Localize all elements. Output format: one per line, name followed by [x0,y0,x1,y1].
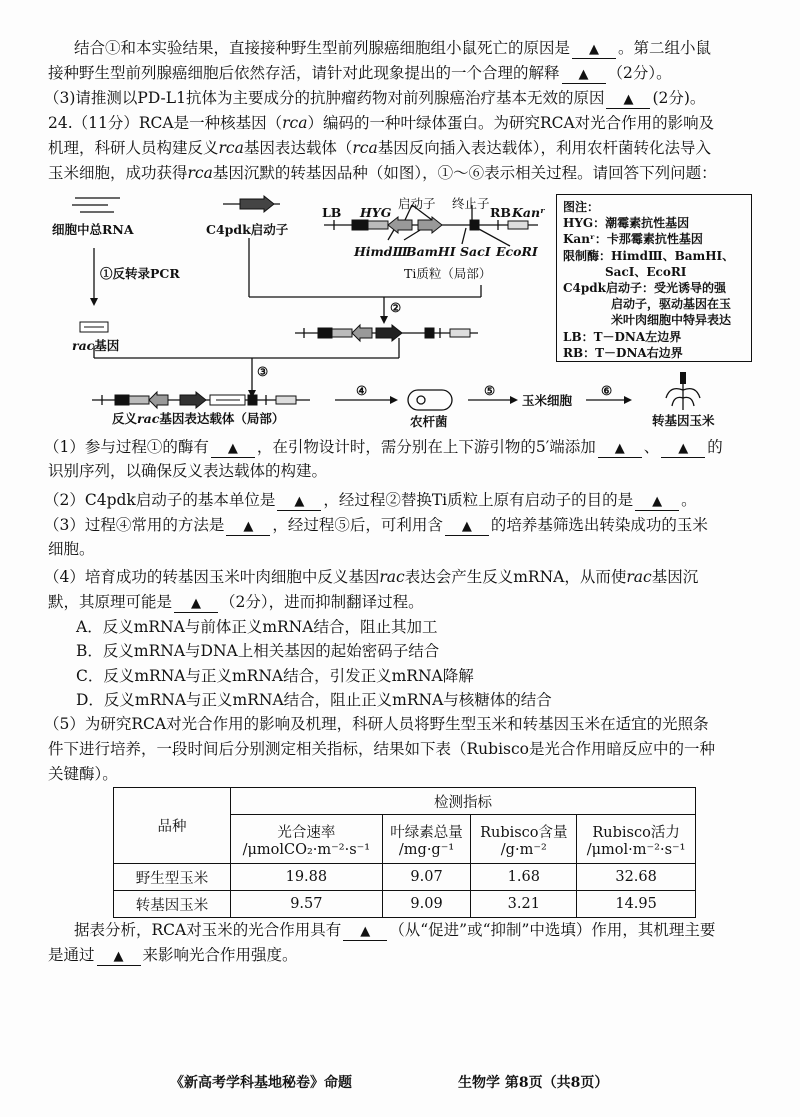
text-segment: （2分）。 [607,64,672,82]
text-segment: 基因沉 [651,568,699,586]
kan-label: Kanʳ [512,205,546,220]
text-segment: 24.（11分）RCA是一种核基因（ [48,114,283,132]
table-cell: 9.09 [382,891,471,918]
text-segment: 基因反向插入表达载体），利用农杆菌转化法导入 [377,139,711,157]
table-cell: 9.57 [231,891,383,918]
text-line [48,945,298,966]
text-segment: 玉米细胞，成功获得 [48,164,188,182]
legend-item: RB：T－DNA右边界 [563,345,683,360]
step6-label: ⑥ [601,383,613,398]
text-segment: 关键酶）。 [48,765,118,783]
table-cell: 1.68 [471,864,577,891]
text-segment: 据表分析，RCA对玉米的光合作用具有 [74,921,342,939]
legend-item: 米叶肉细胞中特异表达 [611,313,732,328]
legend-title: 图注： [563,200,600,214]
bam-label: BamHⅠ [406,244,456,259]
table-cell: 9.07 [382,864,471,891]
rac-gene-label [72,338,119,353]
table-cell: 32.68 [577,864,696,891]
text-segment: 默，其原理可能是 [48,593,173,611]
column-name: 光合速率 [277,824,336,841]
text-segment: （2分），进而抑制翻译过程。 [220,593,424,611]
text-line [44,567,698,587]
table-row [114,891,696,918]
text-segment: （1）参与过程①的酶有 [44,438,209,456]
text-line [44,490,697,511]
text-line [76,666,474,686]
answer-blank[interactable]: ▲ [572,42,616,59]
total-rna-label: 细胞中总RNA [52,222,134,237]
text-segment: ，经过程⑤后，可利用含 [272,516,443,534]
step3-label: ③ [257,364,269,379]
text-line [44,714,709,734]
column-unit: /μmol·m⁻²·s⁻¹ [586,841,686,858]
text-segment: （从“促进”或“抑制”中选填）作用，其机理主要 [389,921,716,939]
text-segment: 的培养基筛选出转染成功的玉米 [490,516,708,534]
text-segment: （3)请推测以PD-L1抗体为主要成分的抗肿瘤药物对前列腺癌治疗基本无效的原因 [44,89,605,107]
legend-item: LB：T－DNA左边界 [563,329,682,344]
answer-blank[interactable]: ▲ [343,924,387,941]
text-line [74,920,715,941]
text-segment: 基因表达载体（ [243,139,353,157]
text-segment: ，在引物设计时，需分别在上下游引物的5′端添加 [256,438,596,456]
gene-name: rac [626,568,652,586]
vector-label-gene: rac [137,411,160,426]
legend-item: C4pdk启动子：受光诱导的强 [563,281,726,296]
column-header [471,815,577,864]
vector-label-post: 基因表达载体（局部） [159,411,285,426]
text-segment: (2分)。 [652,89,706,107]
answer-blank[interactable]: ▲ [445,519,489,536]
c4pdk-label: C4pdk启动子 [206,222,289,237]
text-segment: 基因沉默的转基因品种（如图），①～⑥表示相关过程。请回答下列问题： [212,164,717,182]
footer-left: 《新高考学科基地秘卷》命题 [170,1075,352,1091]
text-line [48,461,327,481]
text-segment: 来影响光合作用强度。 [142,946,298,964]
text-segment: 。第二组小鼠 [618,39,712,57]
text-segment: 件下进行培养，一段时间后分别测定相关指标，结果如下表（Rubisco是光合作用暗反应中的一种 [48,740,716,758]
text-segment: B．反义mRNA与DNA上相关基因的起始密码子结合 [76,642,440,660]
text-line [44,515,708,536]
answer-blank[interactable]: ▲ [277,494,321,511]
eco-label: EcoRⅠ [496,244,538,259]
agrobacterium-label: 农杆菌 [410,414,448,429]
table-group-header: 检测指标 [231,788,696,815]
text-segment: 识别序列，以确保反义表达载体的构建。 [48,462,328,480]
text-segment: 、 [643,438,660,456]
legend-item: 启动子，驱动基因在玉 [611,297,732,312]
text-segment: 是通过 [48,946,95,964]
legend-item: Kanʳ：卡那霉素抗性基因 [563,232,703,247]
hyg-label: HYG [360,205,392,220]
text-line [76,641,439,661]
legend-item: 限制酶：HimdⅢ、BamHⅠ、 [563,248,735,263]
table-cell: 14.95 [577,891,696,918]
text-line [48,592,424,613]
step1-label: ①反转录PCR [100,266,180,281]
gene-name: rca [187,164,213,182]
step4-label: ④ [356,383,368,398]
lb-label: LB [322,205,342,220]
text-line [44,437,723,458]
row-label: 野生型玉米 [114,864,231,891]
table-cell: 3.21 [471,891,577,918]
table-row [114,864,696,891]
text-segment: C．反义mRNA与正义mRNA结合，引发正义mRNA降解 [76,667,474,685]
text-segment: ，经过程②替换Ti质粒上原有启动子的目的是 [323,491,634,509]
text-segment: （4）培育成功的转基因玉米叶肉细胞中反义基因 [44,568,380,586]
answer-blank[interactable]: ▲ [97,949,141,966]
answer-blank[interactable]: ▲ [562,67,606,84]
column-unit: /g·m⁻² [500,841,547,858]
table-cell: 19.88 [231,864,383,891]
answer-blank[interactable]: ▲ [606,92,650,109]
footer-page: 生物学 第8页（共8页） [458,1075,609,1091]
vector-label [112,411,284,426]
rac-gene-suffix: 基因 [94,338,120,353]
step5-label: ⑤ [484,383,496,398]
legend-item: SacⅠ、EcoRⅠ [605,264,687,279]
row-label: 转基因玉米 [114,891,231,918]
gene-name: rca [282,114,308,132]
answer-blank[interactable]: ▲ [598,441,642,458]
transgenic-maize-label: 转基因玉米 [652,413,715,428]
text-segment: 机理，科研人员构建反义 [48,139,219,157]
column-header [382,815,471,864]
table-corner: 品种 [114,788,231,864]
results-table [113,787,696,918]
column-name: 叶绿素总量 [390,824,463,841]
gene-name: rca [218,139,244,157]
text-segment: （5）为研究RCA对光合作用的影响及机理，科研人员将野生型玉米和转基因玉米在适宜的光照条 [44,715,709,733]
text-segment: 细胞。 [48,540,95,558]
text-segment: A．反义mRNA与前体正义mRNA结合，阻止其加工 [76,618,438,636]
text-line [48,739,715,759]
sac-label: SacⅠ [460,244,491,259]
text-line [48,764,118,784]
answer-blank[interactable]: ▲ [211,441,255,458]
text-line [48,539,95,559]
rb-label: RB [490,205,511,220]
text-segment: （3）过程④常用的方法是 [44,516,225,534]
column-unit: /μmolCO₂·m⁻²·s⁻¹ [242,841,371,858]
answer-blank[interactable]: ▲ [174,596,218,613]
column-name: Rubisco含量 [480,824,568,841]
text-segment: 。 [681,491,697,509]
text-segment: 结合①和本实验结果，直接接种野生型前列腺癌细胞组小鼠死亡的原因是 [74,39,571,57]
answer-blank[interactable]: ▲ [226,519,270,536]
text-segment: 表达会产生反义mRNA，从而使 [404,568,627,586]
text-line [76,617,437,637]
text-segment: ）编码的一种叶绿体蛋白。为研究RCA对光合作用的影响及 [307,114,715,132]
column-unit: /mg·g⁻¹ [398,841,455,858]
text-segment: D．反义mRNA与正义mRNA结合，阻止正义mRNA与核糖体的结合 [76,691,552,709]
diagram-legend [556,194,752,362]
promoter-label: 启动子 [398,196,436,211]
ti-plasmid-label: Ti质粒（局部） [404,266,492,281]
legend-item: HYG：潮霉素抗性基因 [563,216,690,231]
text-line [76,690,552,710]
gene-name: rac [379,568,405,586]
column-header [577,815,696,864]
step2-label: ② [390,300,402,315]
hind-label: HimdⅢ [354,244,408,259]
answer-blank[interactable]: ▲ [635,494,679,511]
text-segment: 接种野生型前列腺癌细胞后依然存活，请针对此现象提出的一个合理的解释 [48,64,560,82]
column-header [231,815,383,864]
text-segment: 的 [707,438,723,456]
answer-blank[interactable]: ▲ [661,441,705,458]
vector-label-pre: 反义 [112,411,138,426]
maize-cell-label: 玉米细胞 [522,393,573,408]
rac-gene-name: rac [72,338,95,353]
text-segment: （2）C4pdk启动子的基本单位是 [44,491,276,509]
gene-name: rca [352,139,378,157]
terminator-label: 终止子 [452,196,490,211]
column-name: Rubisco活力 [592,824,680,841]
